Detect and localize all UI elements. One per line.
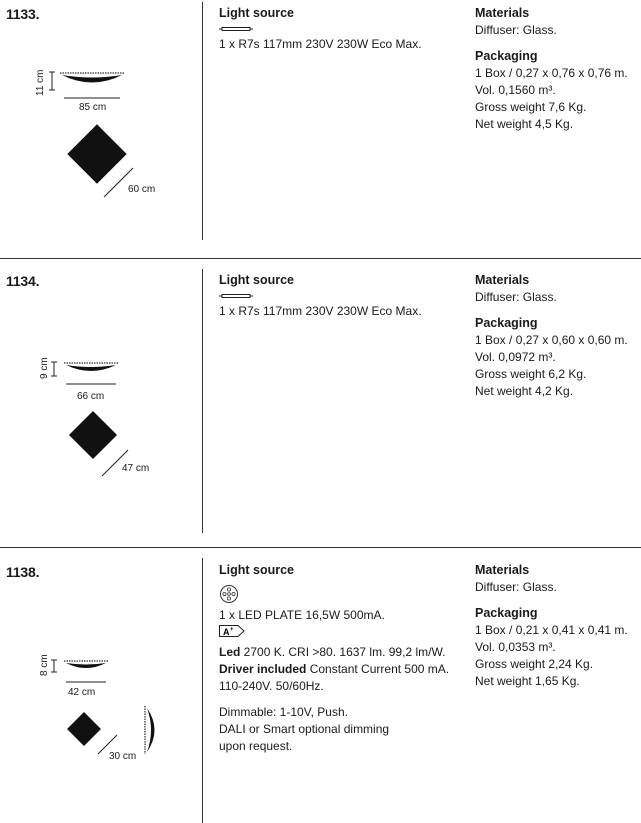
materials-value: Diffuser: Glass.	[475, 580, 557, 594]
side-profile	[49, 72, 124, 98]
top-view	[67, 124, 126, 183]
driver-text: Constant Current 500 mA.	[306, 662, 450, 676]
driver-line-2: 110-240V. 50/60Hz.	[219, 679, 324, 693]
light-source-heading: Light source	[219, 273, 295, 287]
packaging-line: 1 Box / 0,27 x 0,60 x 0,60 m.	[475, 333, 628, 347]
packaging-heading: Packaging	[475, 316, 538, 330]
light-source-block	[219, 562, 459, 755]
light-source-block	[219, 272, 459, 320]
packaging-line: Vol. 0,0353 m³.	[475, 640, 556, 654]
materials-value: Diffuser: Glass.	[475, 290, 557, 304]
packaging-line: Gross weight 2,24 Kg.	[475, 657, 594, 671]
depth-label: 47 cm	[122, 463, 150, 474]
packaging-line: Gross weight 7,6 Kg.	[475, 100, 587, 114]
packaging-line: Net weight 4,2 Kg.	[475, 384, 574, 398]
light-source-heading: Light source	[219, 6, 295, 20]
depth-label: 60 cm	[128, 184, 156, 195]
product-drawing	[0, 548, 200, 818]
light-source-block	[219, 5, 459, 53]
r7s-lamp-icon	[219, 292, 253, 300]
model-number: 1138.	[6, 564, 40, 580]
materials-block	[475, 5, 640, 133]
packaging-line: 1 Box / 0,27 x 0,76 x 0,76 m.	[475, 66, 628, 80]
led-plate-icon	[219, 584, 239, 604]
light-source-heading: Light source	[219, 563, 295, 577]
packaging-heading: Packaging	[475, 606, 538, 620]
packaging-line: Vol. 0,1560 m³.	[475, 83, 556, 97]
product-section-1138	[0, 548, 641, 823]
depth-label: 30 cm	[109, 751, 137, 762]
materials-heading: Materials	[475, 273, 530, 287]
width-label: 42 cm	[68, 687, 96, 698]
product-drawing	[0, 259, 200, 499]
driver-label: Driver included	[219, 662, 307, 676]
packaging-line: Net weight 4,5 Kg.	[475, 117, 574, 131]
packaging-heading: Packaging	[475, 49, 538, 63]
side-profile	[51, 362, 118, 384]
materials-block	[475, 562, 640, 690]
packaging-line: 1 Box / 0,21 x 0,41 x 0,41 m.	[475, 623, 628, 637]
light-source-line: 1 x R7s 117mm 230V 230W Eco Max.	[219, 304, 422, 318]
product-section-1134	[0, 259, 641, 547]
dimming-line: upon request.	[219, 739, 293, 753]
materials-heading: Materials	[475, 6, 530, 20]
height-label: 11 cm	[35, 69, 46, 96]
wall-side-view	[145, 706, 155, 754]
driver-line	[219, 661, 459, 678]
light-source-line: 1 x R7s 117mm 230V 230W Eco Max.	[219, 37, 422, 51]
energy-class-label: A	[223, 627, 230, 637]
top-view	[69, 411, 117, 459]
product-drawing	[0, 0, 200, 230]
energy-class-icon	[219, 625, 245, 637]
dimming-line: DALI or Smart optional dimming	[219, 722, 390, 736]
top-view	[67, 712, 101, 746]
materials-heading: Materials	[475, 563, 530, 577]
product-section-1133	[0, 0, 641, 258]
materials-value: Diffuser: Glass.	[475, 23, 557, 37]
svg-text:+: +	[230, 627, 234, 633]
materials-block	[475, 272, 640, 400]
dimming-line: Dimmable: 1-10V, Push.	[219, 705, 348, 719]
packaging-line: Vol. 0,0972 m³.	[475, 350, 556, 364]
height-label: 9 cm	[39, 357, 50, 379]
height-label: 8 cm	[39, 654, 50, 676]
width-label: 66 cm	[77, 391, 105, 402]
side-profile	[51, 660, 108, 682]
width-label: 85 cm	[79, 102, 107, 113]
led-line	[219, 644, 459, 661]
r7s-lamp-icon	[219, 25, 253, 33]
packaging-line: Net weight 1,65 Kg.	[475, 674, 580, 688]
model-number: 1133.	[6, 6, 40, 22]
led-text: 2700 K. CRI >80. 1637 lm. 99,2 lm/W.	[240, 645, 446, 659]
led-label: Led	[219, 645, 241, 659]
light-source-line: 1 x LED PLATE 16,5W 500mA.	[219, 608, 385, 622]
packaging-line: Gross weight 6,2 Kg.	[475, 367, 587, 381]
model-number: 1134.	[6, 273, 40, 289]
